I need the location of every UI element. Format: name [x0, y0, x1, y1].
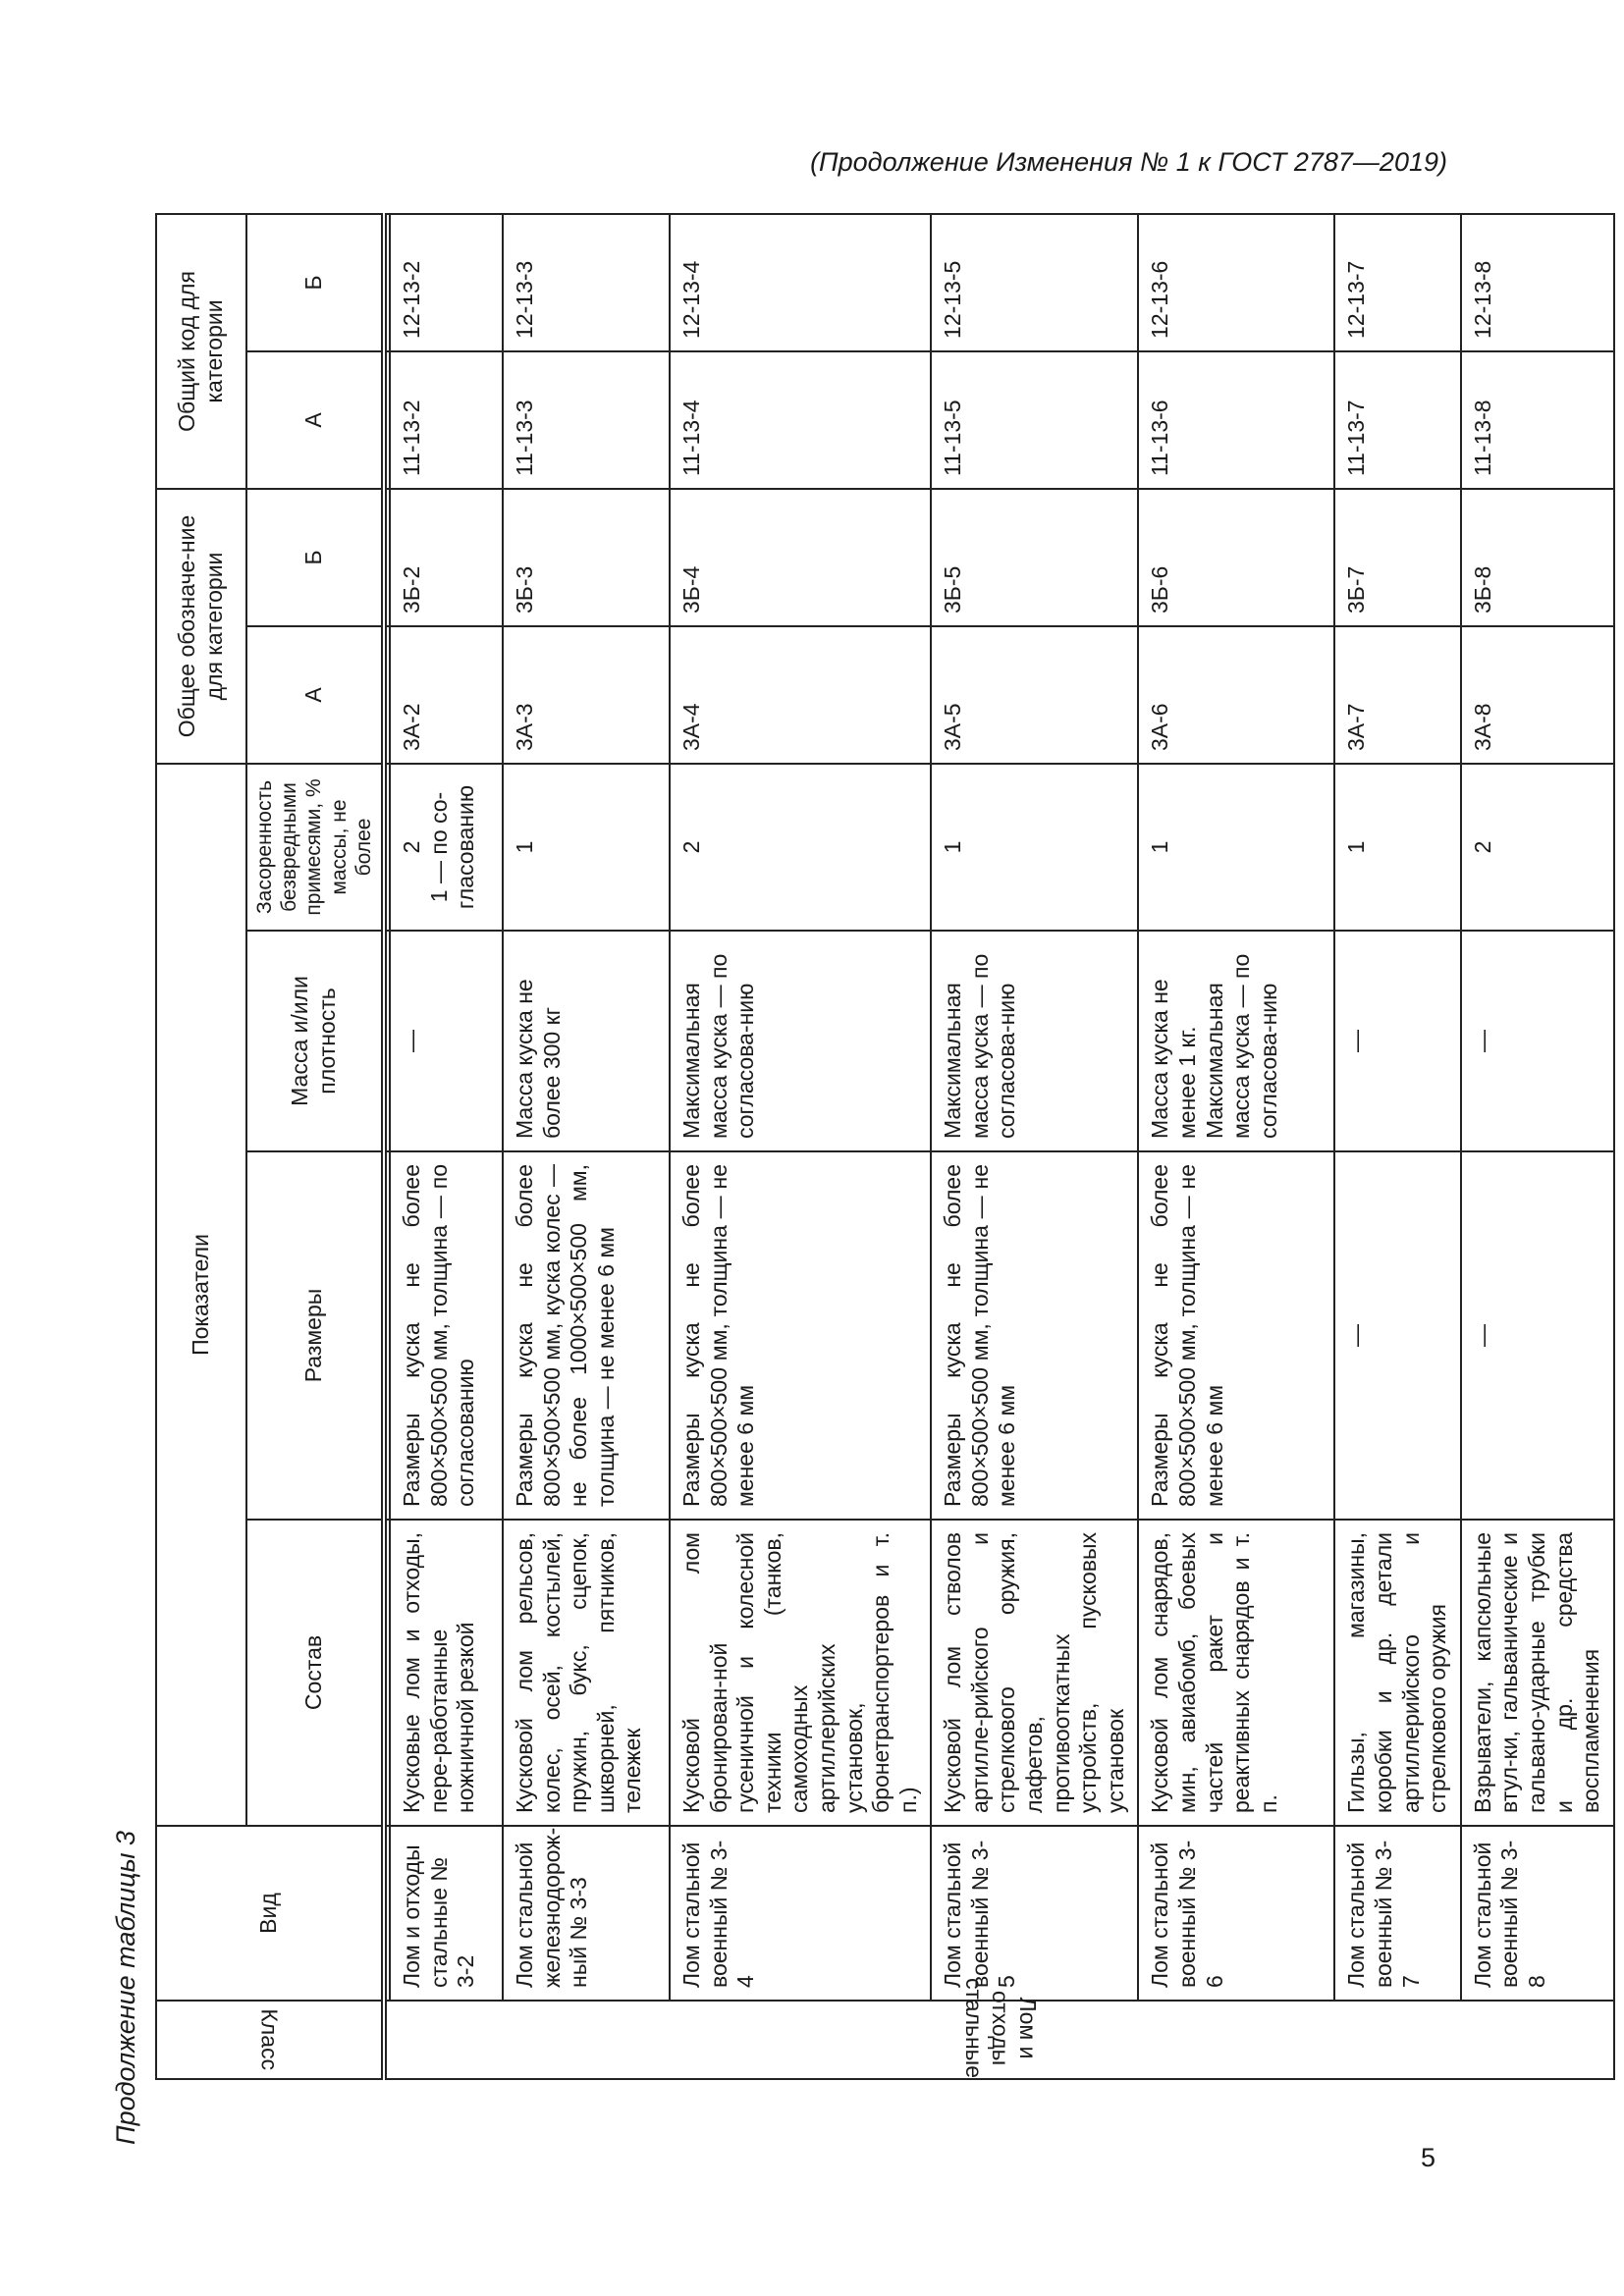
cell-sostav: Гильзы, магазины, коробки и др. детали артиллерийского и стрелкового оружия	[1334, 1520, 1460, 1826]
header-obozn-a: А	[246, 626, 384, 764]
cell-kod-b: 12-13-8	[1461, 214, 1614, 351]
cell-razmery: Размеры куска не более 800×500×500 мм, толщина — по согласованию	[390, 1151, 503, 1520]
cell-kod-a: 11-13-7	[1334, 351, 1460, 489]
cell-kod-a: 11-13-4	[670, 351, 931, 489]
cell-massa: —	[1461, 931, 1614, 1151]
cell-sostav: Кусковой лом снарядов, мин, авиабомб, боевых частей ракет и реактивных снарядов и т. п.	[1138, 1520, 1334, 1826]
table-row	[1461, 214, 1614, 2079]
cell-kod-a: 11-13-2	[390, 351, 503, 489]
cell-razmery: Размеры куска не более 800×500×500 мм, толщина — не менее 6 мм	[1138, 1151, 1334, 1520]
cell-sostav: Кусковой лом рельсов, колес, осей, костылей, пружин, букс, сцепок, шкворней, пятников, тележек	[503, 1520, 670, 1826]
cell-obozn-b: 3Б-5	[931, 489, 1138, 626]
cell-obozn-b: 3Б-7	[1334, 489, 1460, 626]
header-row-2	[246, 214, 384, 2079]
cell-vid: Лом стальной военный № 3-6	[1138, 1826, 1334, 2001]
class-label: Лом и отходы стальные	[960, 1978, 1041, 2078]
cell-zasor: 2 1 — по со-гласованию	[390, 764, 503, 931]
header-note: (Продолжение Изменения № 1 к ГОСТ 2787—2019)	[810, 147, 1447, 177]
header-kod: Общий код для категории	[156, 214, 246, 489]
header-pokazateli: Показатели	[156, 764, 246, 1826]
cell-zasor: 2	[1461, 764, 1614, 931]
cell-obozn-a: 3А-3	[503, 626, 670, 764]
cell-kod-b: 12-13-2	[390, 214, 503, 351]
cell-obozn-b: 3Б-6	[1138, 489, 1334, 626]
cell-vid: Лом стальной военный № 3-7	[1334, 1826, 1460, 2001]
cell-vid: Лом стальной железнодорож-ный № 3-3	[503, 1826, 670, 2001]
cell-zasor: 1	[1334, 764, 1460, 931]
header-vid: Вид	[156, 1826, 384, 2001]
cell-obozn-b: 3Б-2	[390, 489, 503, 626]
cell-zasor: 1	[1138, 764, 1334, 931]
header-massa: Масса и/или плотность	[246, 931, 384, 1151]
cell-razmery: Размеры куска не более 800×500×500 мм, куска колес — не более 1000×500×500 мм, толщина — не менее 6 мм	[503, 1151, 670, 1520]
cell-sostav: Взрыватели, капсюльные втул-ки, гальванические и гальвано-ударные трубки и др. средства воспламенения	[1461, 1520, 1614, 1826]
cell-massa: —	[390, 931, 503, 1151]
cell-vid: Лом и отходы стальные № 3-2	[390, 1826, 503, 2001]
table-row	[1138, 214, 1334, 2079]
cell-kod-a: 11-13-8	[1461, 351, 1614, 489]
cell-massa: Максимальная масса куска — по согласова-нию	[670, 931, 931, 1151]
cell-kod-a: 11-13-6	[1138, 351, 1334, 489]
cell-zasor: 2	[670, 764, 931, 931]
header-row-1	[156, 214, 246, 2079]
cell-sostav: Кусковой лом бронирован-ной гусеничной и колесной техники (танков, самоходных артиллерийских установок, бронетранспортеров и т. п.)	[670, 1520, 931, 1826]
class-cell	[384, 1978, 1614, 2079]
cell-razmery: —	[1461, 1151, 1614, 1520]
cell-obozn-a: 3А-7	[1334, 626, 1460, 764]
table-container	[155, 215, 1604, 2080]
cell-razmery: Размеры куска не более 800×500×500 мм, толщина — не менее 6 мм	[931, 1151, 1138, 1520]
cell-vid: Лом стальной военный № 3-8	[1461, 1826, 1614, 2001]
cell-obozn-a: 3А-2	[390, 626, 503, 764]
header-kod-b: Б	[246, 214, 384, 351]
cell-obozn-a: 3А-6	[1138, 626, 1334, 764]
page-number: 5	[1421, 2143, 1436, 2172]
cell-kod-b: 12-13-5	[931, 214, 1138, 351]
cell-zasor: 1	[503, 764, 670, 931]
header-sostav: Состав	[246, 1520, 384, 1826]
cell-zasor: 1	[931, 764, 1138, 931]
header-obozn-b: Б	[246, 489, 384, 626]
cell-massa: Максимальная масса куска — по согласова-нию	[931, 931, 1138, 1151]
cell-razmery: Размеры куска не более 800×500×500 мм, толщина — не менее 6 мм	[670, 1151, 931, 1520]
standard-table	[155, 213, 1615, 2080]
cell-obozn-b: 3Б-8	[1461, 489, 1614, 626]
cell-kod-a: 11-13-3	[503, 351, 670, 489]
cell-massa: Масса куска не более 300 кг	[503, 931, 670, 1151]
cell-obozn-a: 3А-8	[1461, 626, 1614, 764]
cell-kod-b: 12-13-4	[670, 214, 931, 351]
cell-vid: Лом стальной военный № 3-5	[931, 1826, 1138, 2001]
table-row	[390, 214, 503, 2079]
table-row	[931, 214, 1138, 2079]
header-klass: Класс	[156, 2001, 384, 2079]
table-row	[670, 214, 931, 2079]
cell-obozn-a: 3А-5	[931, 626, 1138, 764]
cell-obozn-b: 3Б-3	[503, 489, 670, 626]
cell-kod-b: 12-13-3	[503, 214, 670, 351]
header-oboznach: Общее обозначе-ние для категории	[156, 489, 246, 764]
cell-kod-b: 12-13-6	[1138, 214, 1334, 351]
cell-sostav: Кусковые лом и отходы, пере-работанные ножничной резкой	[390, 1520, 503, 1826]
cell-massa: Масса куска не менее 1 кг. Максимальная масса куска — по согласова-нию	[1138, 931, 1334, 1151]
cell-sostav: Кусковой лом стволов артилле-рийского и стрелкового оружия, лафетов, противооткатных устройств, пусковых установок	[931, 1520, 1138, 1826]
cell-obozn-a: 3А-4	[670, 626, 931, 764]
cell-vid: Лом стальной военный № 3-4	[670, 1826, 931, 2001]
header-razmery: Размеры	[246, 1151, 384, 1520]
cell-kod-b: 12-13-7	[1334, 214, 1460, 351]
table-row	[1334, 214, 1460, 2079]
cell-massa: —	[1334, 931, 1460, 1151]
header-zasor: Засоренность безвредными примесями, % массы, не более	[246, 764, 384, 931]
header-kod-a: А	[246, 351, 384, 489]
table-row	[503, 214, 670, 2079]
table-caption: Продолжение таблицы 3	[111, 1830, 140, 2145]
cell-razmery: —	[1334, 1151, 1460, 1520]
cell-kod-a: 11-13-5	[931, 351, 1138, 489]
cell-obozn-b: 3Б-4	[670, 489, 931, 626]
